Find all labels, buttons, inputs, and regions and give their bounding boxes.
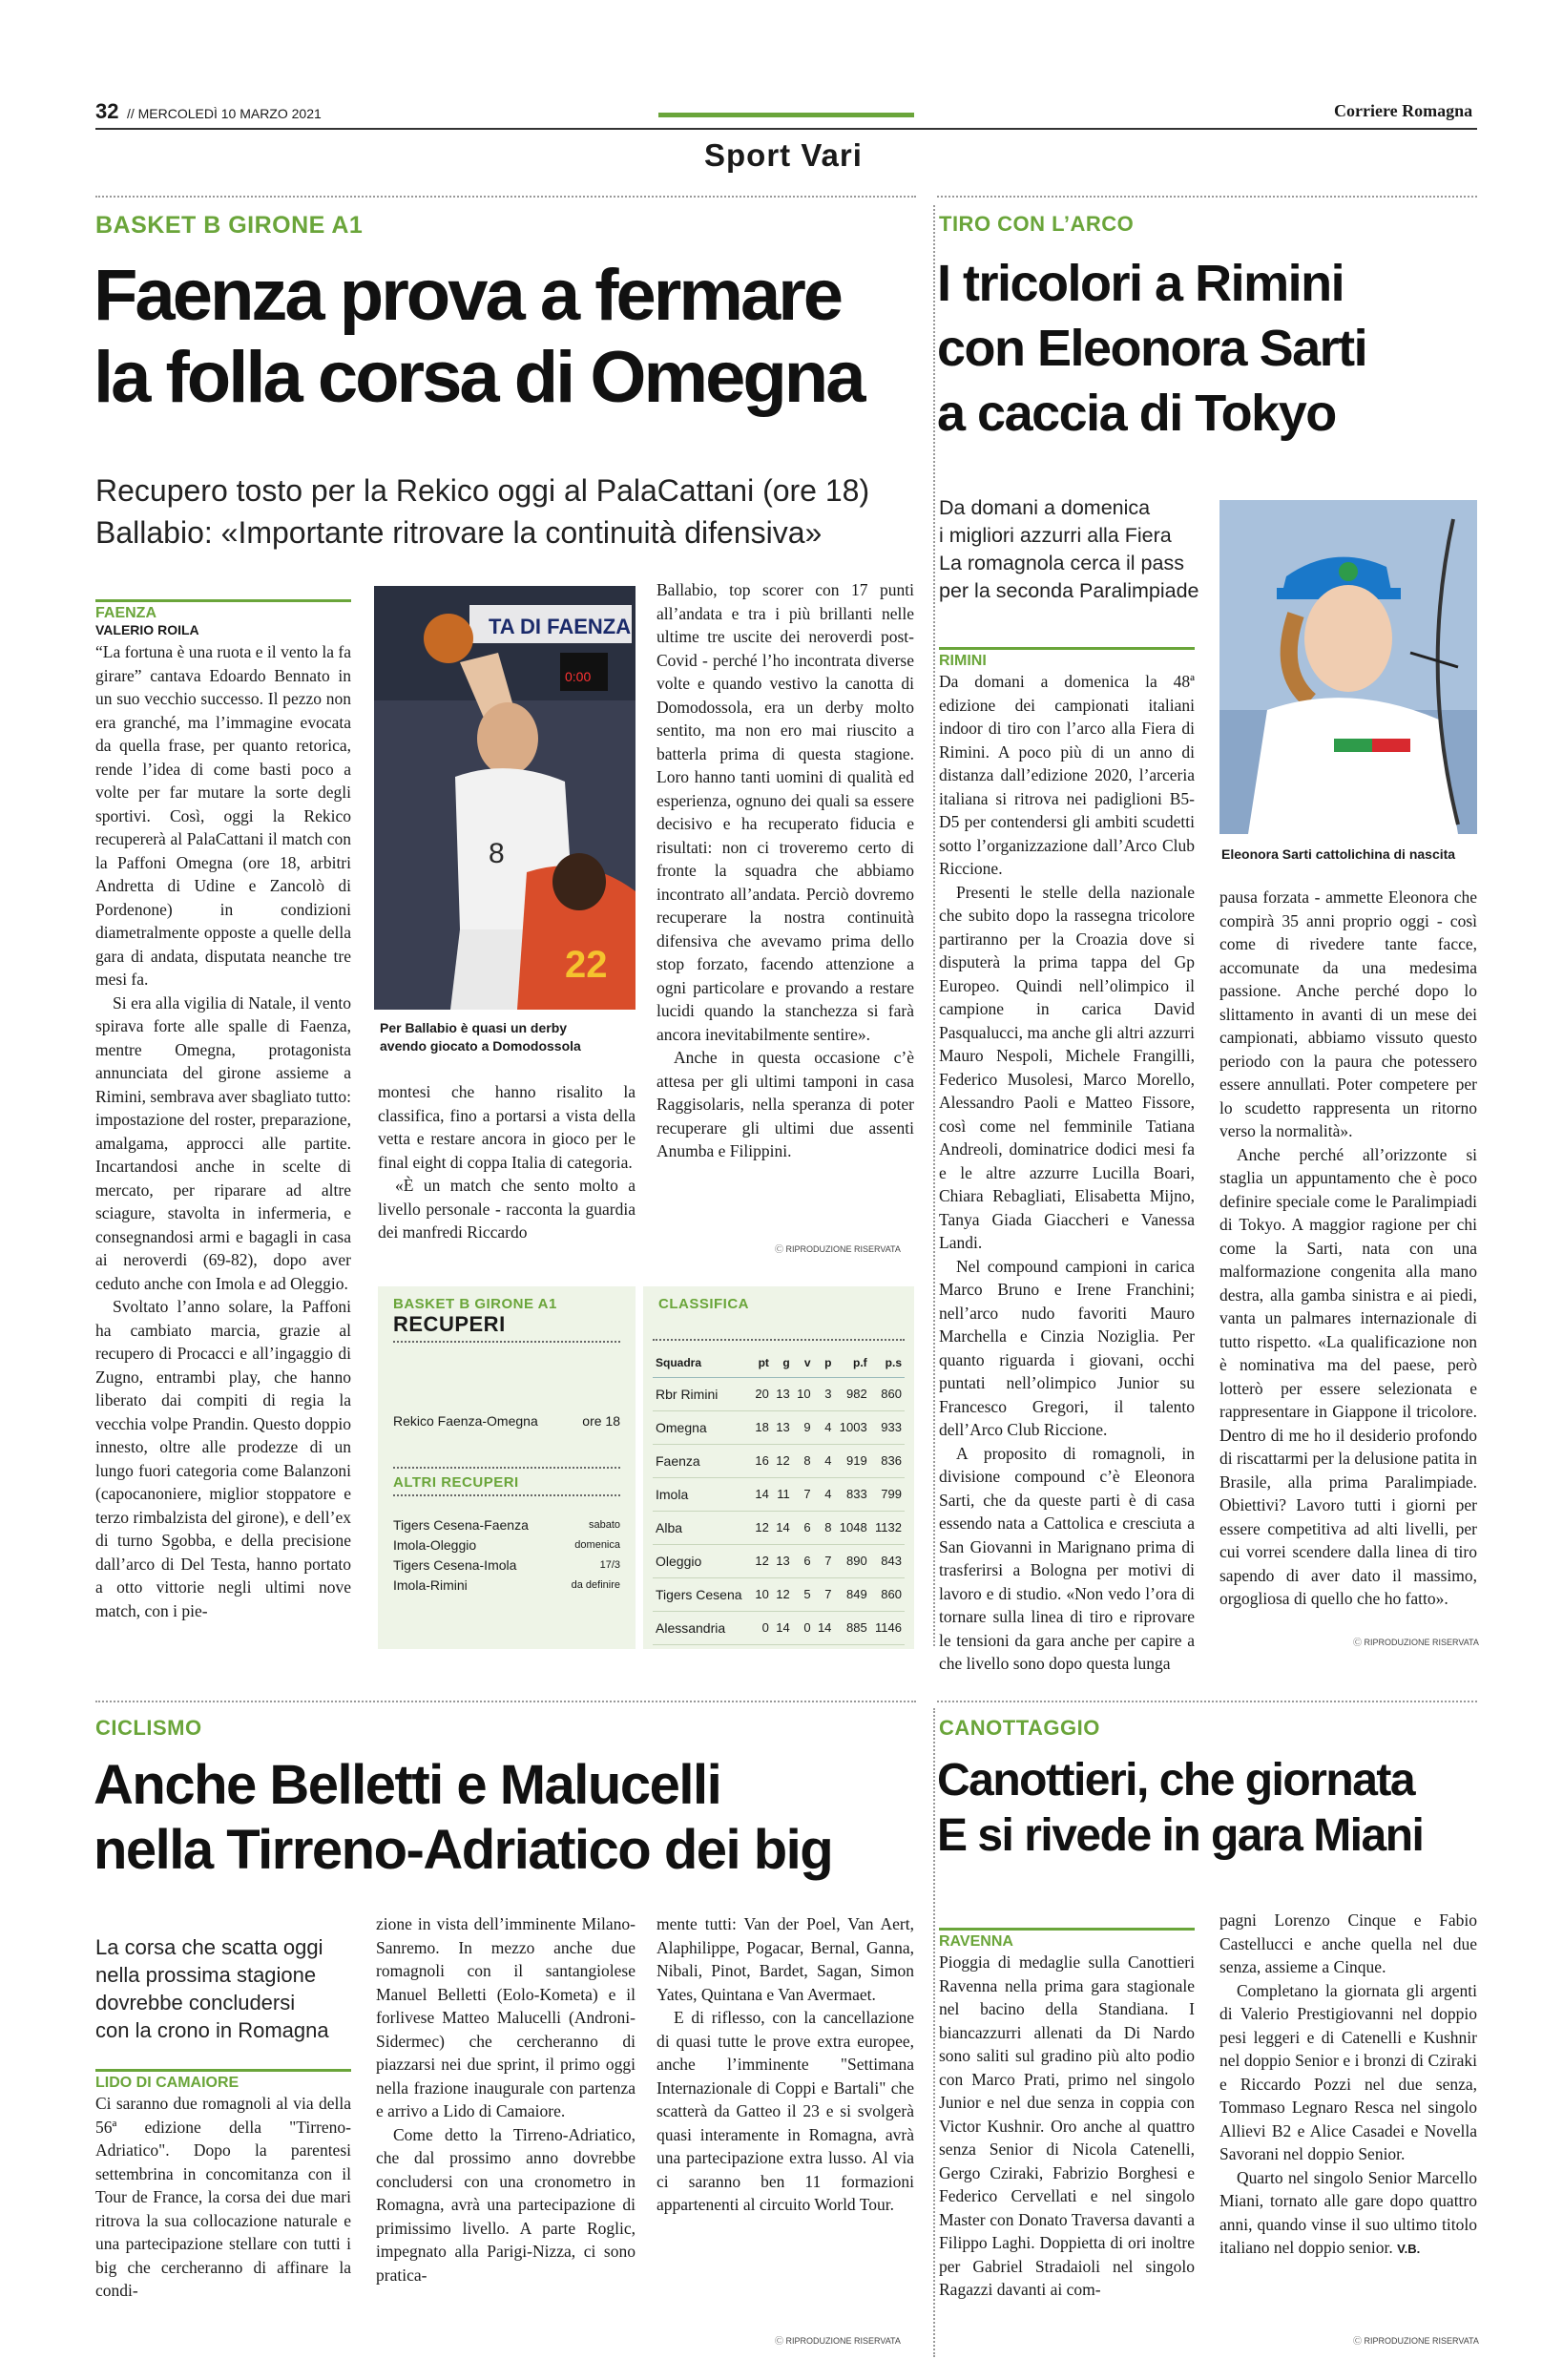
table-cell: 8 — [793, 1444, 814, 1477]
paragraph: Presenti le stelle della nazionale che subito dopo la rassegna tricolore partiranno per la Croazia dove si disputerà la prima tappa del Gp Europeo. Quindi nell’olimpico il campione in carica David Pasqualucci, ma anche gli altri azzurri Mauro Nespoli, Michele Frangilli, Federico Musolesi, Marco Morello, Alessandro Paoli e Matteo Fissore, così come nel femminile Tatiana Andreoli, dominatrice dodici mesi fa e le altre azzurre Lucilla Boari, Chiara Rebagliati, Elisabetta Mijno, Tanya Giada Giaccheri e Vanessa Landi. — [939, 882, 1195, 1252]
classifica-title: CLASSIFICA — [658, 1296, 749, 1312]
paragraph: Ci saranno due romagnoli al via della 56ª edizione della "Tirreno-Adriatico". Dopo la parentesi settembrina in concomitanza con il Tour de France, la corsa dei due mari ritrova la sua collocazione naturale e una partecipazione stellare con tutti i big che cercheranno di affinare la condi- — [95, 2094, 351, 2300]
subhead-line: per la seconda Paralimpiade — [939, 579, 1199, 602]
divider — [95, 1701, 916, 1702]
paragraph: pausa forzata - ammette Eleonora che compirà 35 anni proprio oggi - così come di rivedere tante facce, accomunate da una medesima passione. Anche perché dopo lo slittamento in avanti di un mese dei campionati, abbiamo vissuto questo periodo con la paura che potessero essere annullati. Poter competere per lo scudetto rappresenta un ritorno verso la normalità». — [1219, 887, 1477, 1140]
table-cell: 799 — [870, 1477, 905, 1511]
table-cell: 14 — [772, 1511, 793, 1544]
subhead-line: Da domani a domenica — [939, 496, 1151, 519]
recuperi-box — [378, 1286, 636, 1649]
paragraph: Anche in questa occasione c’è attesa per gli ultimi tamponi in casa Raggisolaris, nella speranza di poter recuperare gli ultimi due assenti Anumba e Filippini. — [656, 1048, 914, 1160]
column-header: p.s — [870, 1348, 905, 1377]
divider — [95, 196, 916, 198]
subhead-line: La romagnola cerca il pass — [939, 552, 1184, 574]
table-cell: 12 — [751, 1544, 772, 1577]
ciclismo-column-3 — [656, 1912, 914, 2217]
svg-text:TA DI FAENZA: TA DI FAENZA — [489, 615, 632, 638]
divider — [937, 1701, 1477, 1702]
table-cell: 4 — [814, 1477, 835, 1511]
headline-canottaggio-2: E si rivede in gara Miani — [937, 1810, 1424, 1861]
kicker-tiro: TIRO CON L’ARCO — [939, 212, 1135, 236]
basket-column-2 — [378, 1080, 636, 1244]
caption-line: avendo giocato a Domodossola — [380, 1038, 581, 1054]
basket-column-1 — [95, 599, 351, 1622]
basket-column-3 — [656, 578, 914, 1163]
copyright-icon: Ⓒ — [775, 2336, 786, 2346]
kicker-ciclismo: CICLISMO — [95, 1716, 202, 1740]
paragraph: Da domani a domenica la 48ª edizione dei campionati italiani indoor di tiro con l’arco alla Fiera di Rimini. A poco più di un anno di distanza dall’edizione 2020, l’arceria italiana si ritrova nei padiglioni B5-D5 per contendersi gli ambiti scudetti sotto l’organizzazione dall’Arco Club Riccione. — [939, 672, 1195, 878]
reproduction-text: RIPRODUZIONE RISERVATA — [785, 1244, 901, 1254]
table-row — [653, 1544, 905, 1577]
ciclismo-column-2 — [376, 1912, 636, 2286]
recupero-row — [393, 1576, 620, 1596]
table-cell: 933 — [870, 1410, 905, 1444]
table-cell: Alessandria — [653, 1611, 751, 1644]
table-cell: 982 — [834, 1377, 869, 1410]
divider — [937, 196, 1477, 198]
reproduction-notice — [775, 1242, 901, 1255]
paragraph: A proposito di romagnoli, in divisione compound c’è Eleonora Sarti, che da queste parti è di casa essendo nata a Cattolica e cresciuta a San Giovanni in Marignano prima di trasferirsi a Bologna per motivi di lavoro e di studio. «Non vedo l’ora di tornare sulla linea di tiro e riprovare le tensioni da gara anche per capire a che livello sono dopo questa lunga — [939, 1443, 1195, 1673]
table-cell: 13 — [772, 1410, 793, 1444]
table-cell: 860 — [870, 1377, 905, 1410]
svg-text:8: 8 — [489, 838, 505, 869]
table-row — [653, 1410, 905, 1444]
table-cell: 1132 — [870, 1511, 905, 1544]
headline-tiro-3: a caccia di Tokyo — [937, 385, 1336, 442]
paragraph: pagni Lorenzo Cinque e Fabio Castellucci e anche quella nel due senza, assieme a Cinque. — [1219, 1910, 1477, 1976]
table-cell: 16 — [751, 1444, 772, 1477]
subhead-line: La corsa che scatta oggi — [95, 1935, 323, 1959]
column-divider — [933, 1708, 935, 2357]
table-row — [653, 1477, 905, 1511]
table-cell: 10 — [793, 1377, 814, 1410]
table-cell: 836 — [870, 1444, 905, 1477]
table-cell: 12 — [751, 1511, 772, 1544]
recupero-row — [393, 1555, 620, 1576]
headline-ciclismo-1: Anche Belletti e Malucelli — [94, 1754, 721, 1816]
archer-illustration — [1219, 500, 1477, 834]
kicker-basket: BASKET B GIRONE A1 — [95, 212, 364, 239]
reproduction-notice — [1353, 1636, 1479, 1648]
table-cell: 12 — [772, 1577, 793, 1611]
table-cell: 11 — [772, 1477, 793, 1511]
column-header: Squadra — [653, 1348, 751, 1377]
signature: V.B. — [1397, 2242, 1421, 2256]
table-cell: Tigers Cesena — [653, 1577, 751, 1611]
paragraph: Nel compound campioni in carica Marco Bruno e Irene Franchini; nell’arco nudo favoriti Mauro Marchella e Cinzia Noziglia. Per quanto riguarda i giovani, occhi puntati nell’olimpico Junior su Francesco Gregori, il talento dell’Arco Club Riccione. — [939, 1256, 1195, 1439]
table-row — [653, 1511, 905, 1544]
table-cell: Faenza — [653, 1444, 751, 1477]
table-cell: 13 — [772, 1544, 793, 1577]
table-cell: 890 — [834, 1544, 869, 1577]
main-recupero — [393, 1413, 620, 1429]
table-cell: 885 — [834, 1611, 869, 1644]
location-label: LIDO DI CAMAIORE — [95, 2069, 351, 2092]
reproduction-text: RIPRODUZIONE RISERVATA — [1364, 1638, 1479, 1647]
column-divider — [933, 205, 935, 1646]
headline-ciclismo-2: nella Tirreno-Adriatico dei big — [94, 1819, 833, 1881]
reproduction-text: RIPRODUZIONE RISERVATA — [1364, 2336, 1479, 2346]
headline-canottaggio-1: Canottieri, che giornata — [937, 1755, 1415, 1806]
headline-tiro-2: con Eleonora Sarti — [937, 320, 1367, 377]
paragraph: Pioggia di medaglie sulla Canottieri Ravenna nella prima gara stagionale nel bacino della Standiana. I biancazzurri allenati da Di Nardo sono saliti sul gradino più alto podio con Marco Prati, primo nel singolo Junior e nel due senza in coppia con Victor Kushnir. Oro anche al quattro senza Senior di Nicola Catenelli, Gergo Cziraki, Fabrizio Borghesi e Federico Cervellati e nel singolo Master con Donato Traversa davanti a Filippo Laghi. Doppietta di ori inoltre per Gabriel Stradaioli nel singolo Ragazzi davanti ai com- — [939, 1952, 1195, 2299]
recupero-row — [393, 1515, 620, 1535]
tiro-column-1 — [939, 647, 1195, 1676]
headline-basket-1: Faenza prova a fermare — [94, 255, 842, 336]
photo-caption — [380, 1019, 636, 1055]
svg-text:0:00: 0:00 — [565, 669, 592, 684]
subhead-basket-2: Ballabio: «Importante ritrovare la continuità difensiva» — [95, 515, 823, 550]
match-name: Rekico Faenza-Omegna — [393, 1413, 538, 1429]
classifica-box — [643, 1286, 914, 1649]
paragraph: E di riflesso, con la cancellazione di quasi tutte le prove extra europee, anche l’imminente "Settimana Internazionale di Coppi e Bartali" che scatterà da Gatteo il 23 e si svolgerà quasi interamente in Romagna, avrà una partecipazione extra lusso. Al via ci saranno ben 11 formazioni appartenenti al circuito World Tour. — [656, 2008, 914, 2214]
column-header: pt — [751, 1348, 772, 1377]
column-header: p.f — [834, 1348, 869, 1377]
tiro-column-2 — [1219, 886, 1477, 1611]
altri-recuperi-title: ALTRI RECUPERI — [393, 1474, 519, 1491]
table-cell: 4 — [814, 1410, 835, 1444]
match-name: Imola-Rimini — [393, 1577, 468, 1593]
column-header: v — [793, 1348, 814, 1377]
standings-table — [653, 1348, 905, 1645]
header-green-bar — [658, 113, 914, 117]
page-number: 32 — [95, 99, 119, 123]
table-cell: 0 — [793, 1611, 814, 1644]
table-cell: 4 — [814, 1444, 835, 1477]
basketball-player-illustration — [374, 586, 636, 1010]
reproduction-text: RIPRODUZIONE RISERVATA — [785, 2336, 901, 2346]
table-cell: 9 — [793, 1410, 814, 1444]
table-cell: 14 — [772, 1611, 793, 1644]
location-label: RAVENNA — [939, 1928, 1195, 1951]
subhead-line: dovrebbe concludersi — [95, 1991, 296, 2015]
paragraph-text: Quarto nel singolo Senior Marcello Miani, tornato alle gare dopo quattro anni, quando vinse il suo ultimo titolo italiano nel doppio senior. — [1219, 2167, 1477, 2257]
table-cell: 14 — [814, 1611, 835, 1644]
table-cell: 843 — [870, 1544, 905, 1577]
paragraph: Si era alla vigilia di Natale, il vento spirava forte alle spalle di Faenza, mentre Omegna, protagonista annunciata del girone assieme a Rimini, sembrava aver sbagliato tutto: impostazione del roster, preparazione, amalgama, approcci alle partite. Incartandosi anche in scelte di mercato, per riparare ad altre sciagure, stavolta in infermeria, e consegnandosi armi e bagagli in casa ai neroverdi (69-82), dopo aver ceduto anche con Imola e ad Oleggio. — [95, 992, 351, 1293]
page-date: // MERCOLEDÌ 10 MARZO 2021 — [126, 106, 322, 121]
table-cell: 0 — [751, 1611, 772, 1644]
table-cell: 833 — [834, 1477, 869, 1511]
photo-caption: Eleonora Sarti cattolichina di nascita — [1221, 846, 1456, 862]
table-row — [653, 1577, 905, 1611]
paragraph: Come detto la Tirreno-Adriatico, che dal prossimo anno dovrebbe concludersi con una cronometro in Romagna, avrà una partecipazione di primissimo livello. A parte Roglic, impegnato alla Parigi-Nizza, ci sono pratica- — [376, 2124, 636, 2285]
headline-basket-2: la folla corsa di Omegna — [94, 337, 864, 418]
table-cell: 20 — [751, 1377, 772, 1410]
location-label: FAENZA — [95, 599, 351, 622]
match-date: sabato — [588, 1519, 620, 1531]
column-header: p — [814, 1348, 835, 1377]
photo-ballabio — [374, 586, 636, 1010]
copyright-icon: Ⓒ — [1353, 2336, 1365, 2346]
match-date: da definire — [571, 1579, 620, 1591]
table-cell: 919 — [834, 1444, 869, 1477]
paragraph: Svoltato l’anno solare, la Paffoni ha cambiato marcia, grazie al recupero di Procacci e all’ingaggio di Zugno, entrambi play, che hanno liberato dai compiti di regia la vecchia volpe Prandin. Questo doppio innesto, oltre alle prodezze di un lungo fuori categoria come Balanzoni (capocanoniere, miglior stoppatore e terzo rimbalzista del girone), e dell’ex di turno Sgobba, e della precisione dall’arco di Del Testa, hanno portato a otto vittorie negli ultimi nove match, con i pie- — [95, 1297, 351, 1620]
copyright-icon: Ⓒ — [775, 1244, 786, 1254]
table-cell: 10 — [751, 1577, 772, 1611]
table-row — [653, 1377, 905, 1410]
table-cell: 1048 — [834, 1511, 869, 1544]
table-cell: 13 — [772, 1377, 793, 1410]
canottaggio-column-1 — [939, 1928, 1195, 2302]
table-cell: Oleggio — [653, 1544, 751, 1577]
table-cell: 6 — [793, 1544, 814, 1577]
match-date: domenica — [574, 1539, 620, 1551]
author: VALERIO ROILA — [95, 622, 199, 637]
paragraph: montesi che hanno risalito la classifica, fino a portarsi a vista della vetta e restare ancora in gioco per le final eight di coppa Italia di categoria. — [378, 1082, 636, 1172]
header-rule — [95, 128, 1477, 130]
table-cell: 3 — [814, 1377, 835, 1410]
table-cell: 7 — [814, 1544, 835, 1577]
subhead-line: nella prossima stagione — [95, 1963, 317, 1987]
table-cell: Omegna — [653, 1410, 751, 1444]
table-row — [653, 1444, 905, 1477]
copyright-icon: Ⓒ — [1353, 1638, 1365, 1647]
match-time: ore 18 — [582, 1413, 620, 1429]
masthead: Corriere Romagna — [1334, 101, 1473, 120]
kicker-canottaggio: CANOTTAGGIO — [939, 1716, 1100, 1740]
paragraph: Anche perché all’orizzonte si staglia un appuntamento che è poco definire speciale come le Paralimpiadi di Tokyo. A maggior ragione per chi come la Sarti, nata con una malformazione congenita alla mano destra, alla gamba sinistra e ai piedi, vanta un palmares internazionale di tutto rispetto. «La qualificazione non è nominativa ma del paese, però lotterò per essere selezionata e rappresentare in Giappone il tricolore. Dentro di me ho il desiderio profondo di riscattarmi per la delusione patita in Brasile, alla prima Paralimpiade. Obiettivi? Lavoro tutti i giorni per essere competitiva ad alti livelli, per cui vorrei scendere dalla linea di tiro sapendo di aver dato il massimo, orgogliosa di quello che ho fatto». — [1219, 1144, 1477, 1608]
table-cell: Alba — [653, 1511, 751, 1544]
paragraph: zione in vista dell’imminente Milano-Sanremo. In mezzo anche due romagnoli con il santangiolese Manuel Belletti (Eolo-Kometa) e il forlivese Matteo Malucelli (Androni-Sidermec) che cercheranno di piazzarsi nei due sprint, il primo oggi nella frazione inaugurale con partenza e arrivo a Lido di Camaiore. — [376, 1914, 636, 2120]
paragraph: “La fortuna è una ruota e il vento la fa girare” cantava Edoardo Bennato in un suo vecchio successo. Il pezzo non era granché, ma l’immagine evocata da quella frase, per quanto retorica, rende l’idea di come basti poco a volte per far mutare la sorte degli sportivi. Così, oggi la Rekico recupererà al PalaCattani il match con la Paffoni Omegna (ore 18, arbitri Andretta di Udine e Zancolò di Pordenone) in condizioni diametralmente opposte a quelle della gara di andata, disputata neanche tre mesi fa. — [95, 642, 351, 989]
subhead-basket-1: Recupero tosto per la Rekico oggi al PalaCattani (ore 18) — [95, 473, 870, 508]
photo-sarti — [1219, 500, 1477, 834]
location-label: RIMINI — [939, 647, 1195, 670]
table-cell: 12 — [772, 1444, 793, 1477]
altri-recuperi-list — [393, 1515, 620, 1596]
subhead-tiro — [939, 494, 1199, 605]
table-cell: 6 — [793, 1511, 814, 1544]
svg-text:22: 22 — [565, 944, 608, 986]
table-cell: 7 — [814, 1577, 835, 1611]
headline-tiro-1: I tricolori a Rimini — [937, 255, 1344, 312]
paragraph: «È un match che sento molto a livello personale - racconta la guardia dei manfredi Riccardo — [378, 1176, 636, 1242]
table-cell: 849 — [834, 1577, 869, 1611]
table-cell: 1003 — [834, 1410, 869, 1444]
table-row — [653, 1611, 905, 1644]
subhead-line: i migliori azzurri alla Fiera — [939, 524, 1172, 547]
reproduction-notice — [775, 2334, 901, 2347]
reproduction-notice — [1353, 2334, 1479, 2347]
paragraph — [1219, 2166, 1477, 2262]
match-name: Tigers Cesena-Imola — [393, 1557, 517, 1573]
table-header-row — [653, 1348, 905, 1377]
column-header: g — [772, 1348, 793, 1377]
subhead-line: con la crono in Romagna — [95, 2018, 329, 2042]
match-date: 17/3 — [599, 1559, 620, 1571]
recuperi-kicker: BASKET B GIRONE A1 — [393, 1296, 557, 1312]
subhead-ciclismo — [95, 1933, 329, 2044]
table-cell: Rbr Rimini — [653, 1377, 751, 1410]
recupero-row — [393, 1535, 620, 1555]
recuperi-title: RECUPERI — [393, 1312, 506, 1336]
table-cell: Imola — [653, 1477, 751, 1511]
paragraph: Completano la giornata gli argenti di Valerio Prestigiovanni nel doppio pesi leggeri e di Catenelli e Kushnir nel doppio Senior e i bronzi di Cziraki e Riccardo Pozzi nel due senza, Tommaso Legnaro Resca nel singolo Allievi B2 e Alice Casadei e Novella Savorani nel doppio Senior. — [1219, 1980, 1477, 2163]
table-cell: 1146 — [870, 1611, 905, 1644]
match-name: Imola-Oleggio — [393, 1537, 477, 1553]
match-name: Tigers Cesena-Faenza — [393, 1517, 529, 1533]
table-cell: 18 — [751, 1410, 772, 1444]
table-cell: 860 — [870, 1577, 905, 1611]
table-cell: 8 — [814, 1511, 835, 1544]
caption-line: Per Ballabio è quasi un derby — [380, 1020, 568, 1035]
table-cell: 14 — [751, 1477, 772, 1511]
table-cell: 7 — [793, 1477, 814, 1511]
table-cell: 5 — [793, 1577, 814, 1611]
section-title: Sport Vari — [704, 137, 863, 173]
canottaggio-column-2 — [1219, 1909, 1477, 2262]
paragraph: mente tutti: Van der Poel, Van Aert, Alaphilippe, Pogacar, Bernal, Ganna, Nibali, Pinot, Bardet, Sagan, Simon Yates, Quintana e Van Avermaet. — [656, 1914, 914, 2004]
ciclismo-column-1 — [95, 2069, 351, 2303]
paragraph: Ballabio, top scorer con 17 punti all’andata e tra i più brillanti nelle ultime tre uscite dei neroverdi post-Covid - perché l’ho incontrata diverse volte e quando vestivo la canotta di Domodossola, era un derby molto sentito, ma non ero mai riuscito a batterla prima di questa stagione. Loro hanno tanti uomini di qualità ed esperienza, ognuno dei quali sa essere decisivo e ha recuperato fiducia e risultati: non ci troveremo certo di fronte la squadra che abbiamo incontrato all’andata. Perciò dovremo recuperare la nostra continuità difensiva che avevamo prima dello stop forzato, facendo attenzione a ogni particolare e provando a restare lucidi quando la stanchezza si farà ancora inevitabilmente sentire». — [656, 580, 914, 1044]
